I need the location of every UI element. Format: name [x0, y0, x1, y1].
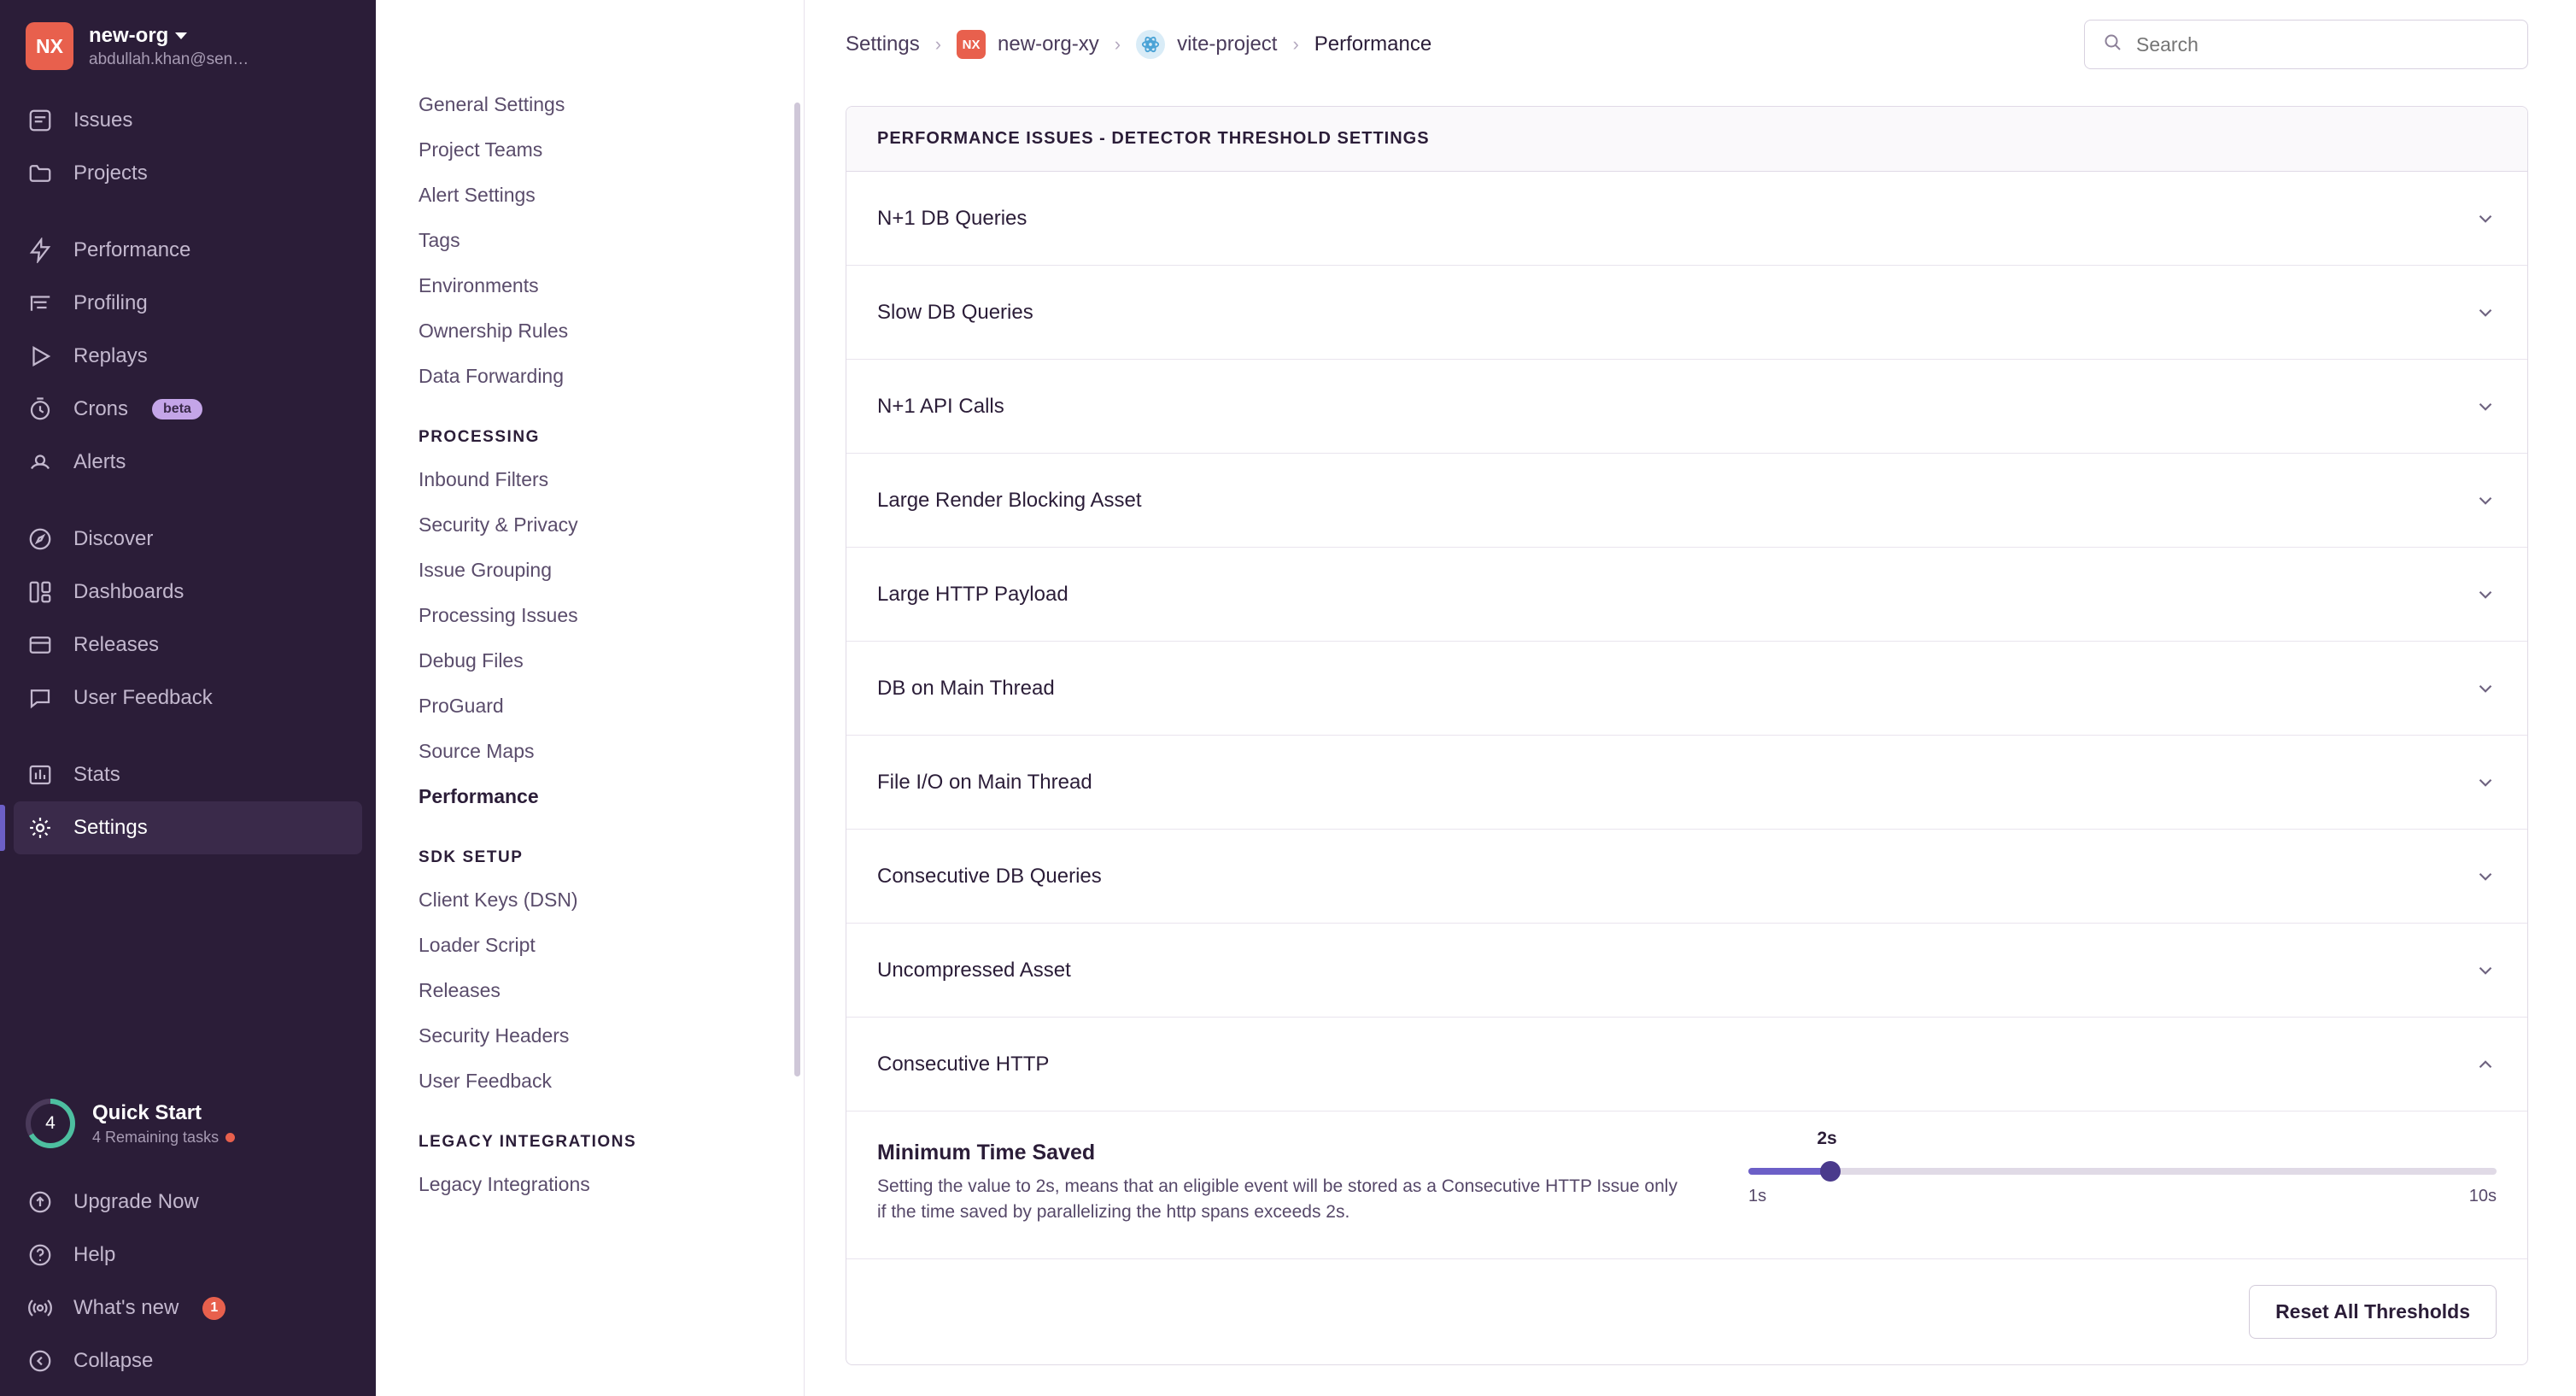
settings-link-debug-files[interactable]: Debug Files: [419, 649, 524, 672]
settings-link-source-maps[interactable]: Source Maps: [419, 740, 535, 762]
breadcrumb-settings[interactable]: Settings: [846, 32, 920, 56]
org-name: new-org: [89, 23, 169, 47]
sidebar-item-user-feedback[interactable]: [14, 672, 362, 724]
releases-icon: [26, 631, 55, 660]
settings-link-user-feedback[interactable]: User Feedback: [419, 1070, 552, 1092]
detector-row-consecutive-http[interactable]: [846, 1018, 2527, 1112]
main-content: [805, 0, 2576, 1396]
detector-row-file-io-on-main-thread[interactable]: [846, 736, 2527, 830]
slider-thumb[interactable]: [1820, 1161, 1841, 1182]
nav-divider: [14, 489, 362, 513]
primary-sidebar: [0, 0, 376, 1396]
settings-link-alert-settings[interactable]: Alert Settings: [419, 184, 536, 206]
sidebar-item-label: Replays: [73, 344, 148, 367]
search-box[interactable]: [2084, 20, 2528, 69]
settings-link-security-headers[interactable]: Security Headers: [419, 1024, 570, 1047]
settings-link-security-privacy[interactable]: Security & Privacy: [419, 513, 578, 536]
crons-icon: [26, 395, 55, 424]
notification-dot-icon: [225, 1133, 235, 1142]
detector-label: N+1 DB Queries: [877, 206, 1027, 230]
chevron-left-icon: [26, 1346, 55, 1375]
sidebar-item-alerts[interactable]: [14, 436, 362, 489]
chevron-down-icon: [2474, 584, 2497, 606]
detector-row-n1-api-calls[interactable]: [846, 360, 2527, 454]
panel-footer: [846, 1259, 2527, 1364]
settings-link-processing-issues[interactable]: Processing Issues: [419, 604, 578, 626]
sidebar-item-label: Discover: [73, 527, 154, 550]
slider-fill: [1748, 1168, 1830, 1175]
detector-row-db-on-main-thread[interactable]: [846, 642, 2527, 736]
projects-icon: [26, 159, 55, 188]
discover-icon: [26, 525, 55, 554]
detector-row-consecutive-db-queries[interactable]: [846, 830, 2527, 924]
sidebar-item-issues[interactable]: [14, 94, 362, 147]
sidebar-item-label: Crons: [73, 397, 129, 420]
settings-content: [805, 89, 2576, 1365]
slider-max-label: 10s: [2468, 1187, 2497, 1205]
sidebar-item-profiling[interactable]: [14, 277, 362, 330]
sidebar-item-stats[interactable]: [14, 748, 362, 801]
sidebar-item-label: What's new: [73, 1296, 179, 1319]
detector-label: N+1 API Calls: [877, 394, 1004, 418]
quick-start-title: Quick Start: [92, 1100, 202, 1124]
sidebar-item-label: Profiling: [73, 291, 148, 314]
chevron-down-icon: [2474, 396, 2497, 418]
play-icon: [26, 342, 55, 371]
sidebar-item-help[interactable]: [14, 1229, 362, 1282]
threshold-setting-row: [846, 1112, 2527, 1259]
sidebar-item-label: Dashboards: [73, 580, 184, 603]
sidebar-item-whats-new[interactable]: [14, 1282, 362, 1334]
threshold-slider[interactable]: [1748, 1129, 2497, 1206]
settings-link-client-keys[interactable]: Client Keys (DSN): [419, 889, 578, 911]
sidebar-item-replays[interactable]: [14, 330, 362, 383]
detector-label: Large HTTP Payload: [877, 582, 1068, 606]
sidebar-item-label: Projects: [73, 161, 148, 185]
settings-link-loader-script[interactable]: Loader Script: [419, 934, 536, 956]
sidebar-item-discover[interactable]: [14, 513, 362, 566]
reset-all-thresholds-button[interactable]: Reset All Thresholds: [2249, 1285, 2497, 1339]
issues-icon: [26, 106, 55, 135]
sidebar-item-label: Issues: [73, 109, 133, 132]
alerts-icon: [26, 448, 55, 477]
lightning-icon: [26, 236, 55, 265]
feedback-icon: [26, 683, 55, 713]
detector-row-uncompressed-asset[interactable]: [846, 924, 2527, 1018]
breadcrumb-org-label: new-org-xy: [998, 32, 1099, 56]
sidebar-item-upgrade-now[interactable]: [14, 1176, 362, 1229]
progress-count: 4: [31, 1104, 70, 1143]
breadcrumb: [846, 30, 1431, 59]
sidebar-item-projects[interactable]: [14, 147, 362, 200]
stats-icon: [26, 760, 55, 789]
sidebar-item-dashboards[interactable]: [14, 566, 362, 619]
detector-label: Large Render Blocking Asset: [877, 488, 1142, 512]
chevron-down-icon: [2474, 677, 2497, 700]
chevron-down-icon: [2474, 771, 2497, 794]
sidebar-nav: [0, 89, 376, 854]
vite-project-icon: [1136, 30, 1165, 59]
settings-link-project-teams[interactable]: Project Teams: [419, 138, 543, 161]
setting-description: Setting the value to 2s, means that an eligible event will be stored as a Consecutive HTTP Issue only if the time saved by parallelizing the http spans exceeds 2s.: [877, 1176, 1677, 1223]
search-icon: [2102, 32, 2122, 57]
settings-link-inbound-filters[interactable]: Inbound Filters: [419, 468, 549, 490]
chevron-down-icon: [2474, 490, 2497, 512]
nav-divider: [14, 724, 362, 748]
settings-link-ownership-rules[interactable]: Ownership Rules: [419, 320, 569, 342]
slider-value-label: 2s: [1817, 1129, 1837, 1148]
detector-row-large-render-blocking-asset[interactable]: [846, 454, 2527, 548]
settings-section-heading-legacy-integrations: LEGACY INTEGRATIONS: [419, 1133, 637, 1151]
org-switcher[interactable]: [0, 0, 376, 89]
settings-link-data-forwarding[interactable]: Data Forwarding: [419, 365, 565, 387]
sidebar-item-label: Settings: [73, 816, 148, 839]
profiling-icon: [26, 289, 55, 318]
settings-nav: [376, 0, 805, 1396]
breadcrumb-project[interactable]: [1136, 30, 1277, 59]
sidebar-item-crons[interactable]: [14, 383, 362, 436]
chevron-up-icon: [2474, 1053, 2497, 1076]
settings-link-performance[interactable]: Performance: [419, 785, 539, 807]
slider-min-label: 1s: [1748, 1187, 1767, 1205]
breadcrumb-project-label: vite-project: [1177, 32, 1278, 56]
sidebar-item-label: Upgrade Now: [73, 1190, 199, 1213]
settings-link-tags[interactable]: Tags: [419, 229, 460, 251]
detector-row-large-http-payload[interactable]: [846, 548, 2527, 642]
settings-link-general-settings[interactable]: General Settings: [419, 93, 565, 115]
detector-row-n1-db-queries[interactable]: [846, 172, 2527, 266]
breadcrumb-separator-icon: ›: [934, 33, 942, 55]
upgrade-icon: [26, 1188, 55, 1217]
breadcrumb-separator-icon: ›: [1292, 33, 1299, 55]
collapse-label: Collapse: [73, 1349, 154, 1372]
detector-label: Slow DB Queries: [877, 300, 1033, 324]
search-input[interactable]: [2136, 33, 2510, 56]
help-icon: [26, 1241, 55, 1270]
dashboards-icon: [26, 578, 55, 607]
quick-start-widget[interactable]: [0, 1087, 376, 1170]
org-chip-icon: NX: [957, 30, 986, 59]
collapse-sidebar-button[interactable]: [14, 1334, 362, 1387]
detector-threshold-panel: [846, 106, 2528, 1365]
sidebar-item-label: Help: [73, 1243, 116, 1266]
beta-badge: beta: [152, 399, 202, 419]
breadcrumb-org[interactable]: [957, 30, 1099, 59]
chevron-down-icon: [175, 32, 187, 39]
broadcast-icon: [26, 1293, 55, 1323]
progress-ring: [26, 1099, 75, 1148]
detector-label: Consecutive HTTP: [877, 1052, 1050, 1076]
sidebar-item-label: Alerts: [73, 450, 126, 473]
user-email: abdullah.khan@sen…: [89, 50, 249, 68]
detector-label: DB on Main Thread: [877, 676, 1055, 700]
top-bar: [805, 0, 2576, 89]
whats-new-badge: 1: [202, 1297, 225, 1320]
org-avatar: NX: [26, 22, 73, 70]
sidebar-item-performance[interactable]: [14, 224, 362, 277]
quick-start-subtitle: 4 Remaining tasks: [92, 1128, 220, 1146]
sidebar-item-settings[interactable]: [14, 801, 362, 854]
slider-track[interactable]: [1748, 1168, 2497, 1175]
settings-link-environments[interactable]: Environments: [419, 274, 539, 296]
settings-section-heading-sdk-setup: SDK SETUP: [419, 848, 524, 866]
sidebar-item-label: Releases: [73, 633, 160, 656]
detector-label: File I/O on Main Thread: [877, 770, 1092, 794]
sidebar-utility-nav: [0, 1170, 376, 1334]
chevron-down-icon: [2474, 959, 2497, 982]
settings-link-issue-grouping[interactable]: Issue Grouping: [419, 559, 552, 581]
gear-icon: [26, 813, 55, 842]
settings-section-heading-processing: PROCESSING: [419, 428, 540, 446]
nav-divider: [14, 200, 362, 224]
breadcrumb-current-page: Performance: [1314, 32, 1432, 56]
chevron-down-icon: [2474, 208, 2497, 230]
detector-label: Uncompressed Asset: [877, 958, 1071, 982]
sidebar-item-label: User Feedback: [73, 686, 213, 709]
detector-label: Consecutive DB Queries: [877, 864, 1102, 888]
sidebar-item-releases[interactable]: [14, 619, 362, 672]
chevron-down-icon: [2474, 865, 2497, 888]
chevron-down-icon: [2474, 302, 2497, 324]
settings-link-proguard[interactable]: ProGuard: [419, 695, 504, 717]
sidebar-item-label: Stats: [73, 763, 120, 786]
settings-nav-scrollbar[interactable]: [794, 103, 800, 1076]
breadcrumb-separator-icon: ›: [1114, 33, 1121, 55]
settings-link-legacy-integrations[interactable]: Legacy Integrations: [419, 1173, 590, 1195]
sidebar-footer: [0, 1087, 376, 1396]
settings-link-releases[interactable]: Releases: [419, 979, 501, 1001]
setting-title: Minimum Time Saved: [877, 1141, 1096, 1164]
panel-title: PERFORMANCE ISSUES - DETECTOR THRESHOLD SETTINGS: [846, 107, 2527, 172]
detector-row-slow-db-queries[interactable]: [846, 266, 2527, 360]
sidebar-item-label: Performance: [73, 238, 191, 261]
